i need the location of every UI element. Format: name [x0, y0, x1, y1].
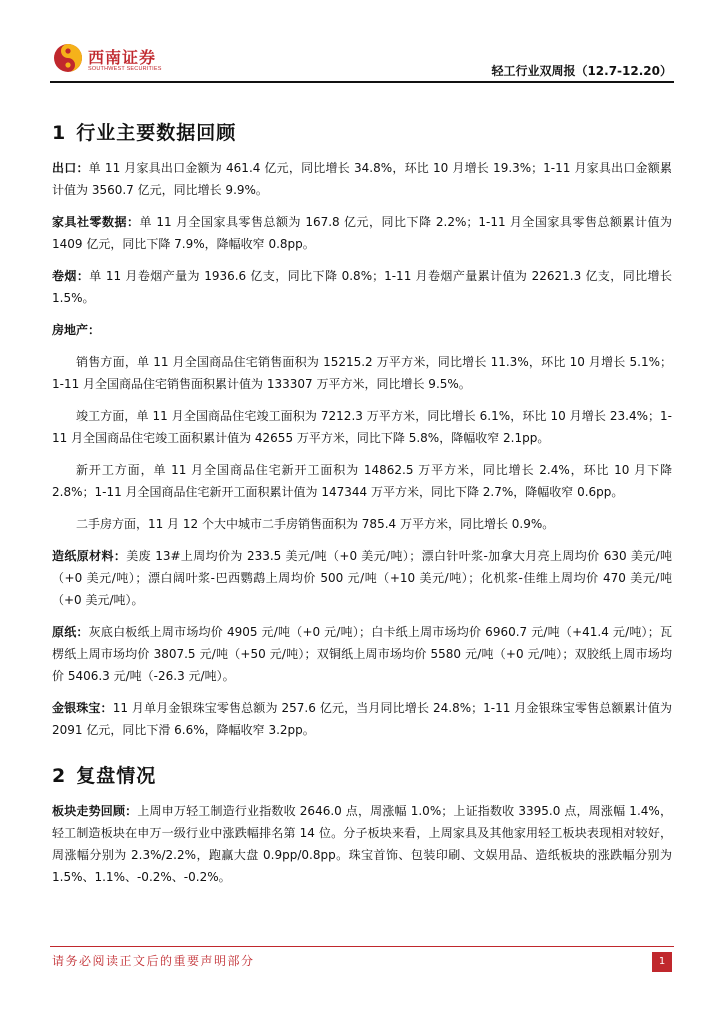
- paragraph-label: 造纸原材料：: [52, 549, 127, 563]
- section-heading: [52, 118, 672, 145]
- footer-divider: [50, 946, 674, 947]
- paragraph-label: 板块走势回顾：: [52, 804, 138, 818]
- page-number: 1: [652, 952, 672, 972]
- paragraph-label: 出口：: [52, 161, 89, 175]
- paragraph-furniture-retail: [52, 211, 672, 255]
- brand-name-cn: 西南证券: [88, 48, 157, 67]
- paragraph-completion: 竣工方面，单 11 月全国商品住宅竣工面积为 7212.3 万平方米，同比增长 6.1%，环比 10 月增长 23.4%；1-11 月全国商品住宅竣工面积累计值为 42655 万平方米，同比下降 5.8%，降幅收窄 2.1pp。: [52, 409, 672, 445]
- paragraph-sales: 销售方面，单 11 月全国商品住宅销售面积为 15215.2 万平方米，同比增长 11.3%，环比 10 月增长 5.1%；1-11 月全国商品住宅销售面积累计值为 133307 万平方米，同比增长 9.5%。: [52, 355, 672, 391]
- paragraph-label: 家具社零数据：: [52, 215, 140, 229]
- paragraph-sector-review: [52, 800, 672, 888]
- disclaimer-text: 请务必阅读正文后的重要声明部分: [52, 954, 255, 968]
- paragraph-text: 单 11 月卷烟产量为 1936.6 亿支，同比下降 0.8%；1-11 月卷烟产量累计值为 22621.3 亿支，同比增长 1.5%。: [52, 269, 672, 305]
- section-heading: [52, 761, 672, 788]
- paragraph-base-paper: [52, 621, 672, 687]
- header-divider: [50, 81, 674, 83]
- section-title: 行业主要数据回顾: [76, 122, 237, 144]
- paragraph-paper-raw-material: [52, 545, 672, 611]
- main-content: [52, 118, 672, 898]
- paragraph-label: 房地产：: [52, 323, 101, 337]
- page-header: [50, 38, 674, 84]
- company-logo: [52, 42, 172, 78]
- paragraph-text: 11 月单月金银珠宝零售总额为 257.6 亿元，当月同比增长 24.8%；1-11 月金银珠宝零售总额累计值为 2091 亿元，同比下滑 6.6%，降幅收窄 3.2pp。: [52, 701, 672, 737]
- paragraph-second-hand: 二手房方面，11 月 12 个大中城市二手房销售面积为 785.4 万平方米，同比增长 0.9%。: [76, 517, 555, 531]
- page-footer: [50, 946, 674, 976]
- southwest-securities-logo-icon: [52, 42, 84, 74]
- paragraph-export: [52, 157, 672, 201]
- paragraph-real-estate: [52, 319, 672, 341]
- paragraph-text: 单 11 月全国家具零售总额为 167.8 亿元，同比下降 2.2%；1-11 月全国家具零售总额累计值为 1409 亿元，同比下降 7.9%，降幅收窄 0.8pp。: [52, 215, 672, 251]
- paragraph-cigarette: [52, 265, 672, 309]
- paragraph-new-construction: 新开工方面，单 11 月全国商品住宅新开工面积为 14862.5 万平方米，同比增长 2.4%，环比 10 月下降 2.8%；1-11 月全国商品住宅新开工面积累计值为 147344 万平方米，同比下降 2.7%，降幅收窄 0.6pp。: [52, 463, 672, 499]
- section-number: 2: [52, 765, 67, 787]
- brand-name-en: SOUTHWEST SECURITIES: [88, 66, 162, 72]
- paragraph-label: 原纸：: [52, 625, 89, 639]
- paragraph-jewelry: [52, 697, 672, 741]
- paragraph-text: 上周申万轻工制造行业指数收 2646.0 点，周涨幅 1.0%；上证指数收 3395.0 点，周涨幅 1.4%，轻工制造板块在申万一级行业中涨跌幅排名第 14 位。分子板块来看，上周家具及其他家用轻工板块表现相对较好，周涨幅分别为 2.3%/2.2%，跑赢大盘 0.9pp/0.8pp。珠宝首饰、包装印刷、文娱用品、造纸板块的涨跌幅分别为 1.5%、1.1%、-0.2%、-0.2%。: [52, 804, 672, 884]
- paragraph-label: 金银珠宝：: [52, 701, 113, 715]
- paragraph-text: 美废 13#上周均价为 233.5 美元/吨（+0 美元/吨）；漂白针叶浆-加拿大月亮上周均价 630 美元/吨（+0 美元/吨）；漂白阔叶浆-巴西鹦鹉上周均价 500 元/吨（+10 美元/吨）；化机浆-佳维上周均价 470 美元/吨（+0 美元/吨）。: [52, 549, 672, 607]
- section-title: 复盘情况: [76, 765, 157, 787]
- paragraph-label: 卷烟：: [52, 269, 90, 283]
- report-title: 轻工行业双周报（12.7-12.20）: [491, 64, 672, 78]
- paragraph-text: 灰底白板纸上周市场均价 4905 元/吨（+0 元/吨）；白卡纸上周市场均价 6960.7 元/吨（+41.4 元/吨）；瓦楞纸上周市场均价 3807.5 元/吨（+50 元/吨）；双铜纸上周市场均价 5580 元/吨（+0 元/吨）；双胶纸上周市场均价 5406.3 元/吨（-26.3 元/吨）。: [52, 625, 672, 683]
- section-number: 1: [52, 122, 67, 144]
- paragraph-text: 单 11 月家具出口金额为 461.4 亿元，同比增长 34.8%，环比 10 月增长 19.3%；1-11 月家具出口金额累计值为 3560.7 亿元，同比增长 9.9%。: [52, 161, 672, 197]
